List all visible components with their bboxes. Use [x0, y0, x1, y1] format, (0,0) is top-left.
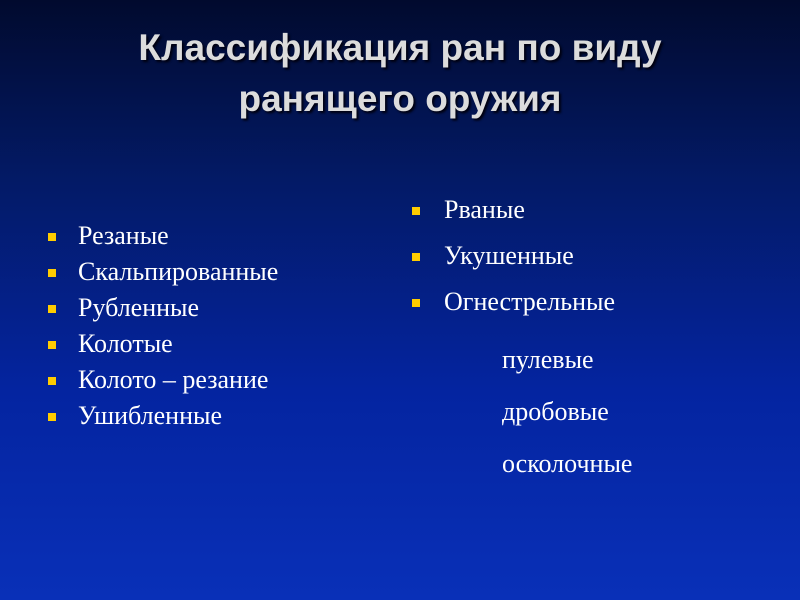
- list-item-label: Резаные: [78, 221, 169, 250]
- square-bullet-icon: [48, 377, 56, 385]
- sub-list-item-label: пулевые: [502, 345, 594, 374]
- sub-list-item: [502, 388, 632, 440]
- list-item-label: Скальпированные: [78, 257, 279, 286]
- square-bullet-icon: [48, 413, 56, 421]
- list-item-label: Колото – резание: [78, 365, 269, 394]
- list-item-label: Ушибленные: [78, 401, 222, 430]
- list-item-label: Рубленные: [78, 293, 200, 322]
- list-item-label: Огнестрельные: [444, 287, 616, 316]
- list-item: [412, 236, 615, 282]
- title-line-2: ранящего оружия: [238, 78, 562, 119]
- list-item: [412, 282, 615, 328]
- square-bullet-icon: [48, 233, 56, 241]
- sub-list-item: [502, 440, 632, 492]
- sub-list-item: [502, 336, 632, 388]
- square-bullet-icon: [412, 207, 420, 215]
- slide-title: [0, 22, 800, 124]
- square-bullet-icon: [48, 269, 56, 277]
- list-item-label: Колотые: [78, 329, 173, 358]
- list-item: [48, 398, 278, 434]
- square-bullet-icon: [48, 305, 56, 313]
- list-item: [48, 218, 278, 254]
- list-item: [48, 290, 278, 326]
- list-item: [48, 362, 278, 398]
- list-item: [412, 190, 615, 236]
- list-item-label: Рваные: [444, 195, 525, 224]
- title-line-1: Классификация ран по виду: [138, 27, 662, 68]
- list-item: [48, 326, 278, 362]
- gunshot-subtypes-list: [502, 336, 632, 492]
- square-bullet-icon: [412, 253, 420, 261]
- sub-list-item-label: дробовые: [502, 397, 609, 426]
- list-item-label: Укушенные: [444, 241, 574, 270]
- wound-types-left-list: [48, 218, 278, 434]
- list-item: [48, 254, 278, 290]
- sub-list-item-label: осколочные: [502, 449, 633, 478]
- square-bullet-icon: [48, 341, 56, 349]
- square-bullet-icon: [412, 299, 420, 307]
- wound-types-right-list: [412, 190, 615, 328]
